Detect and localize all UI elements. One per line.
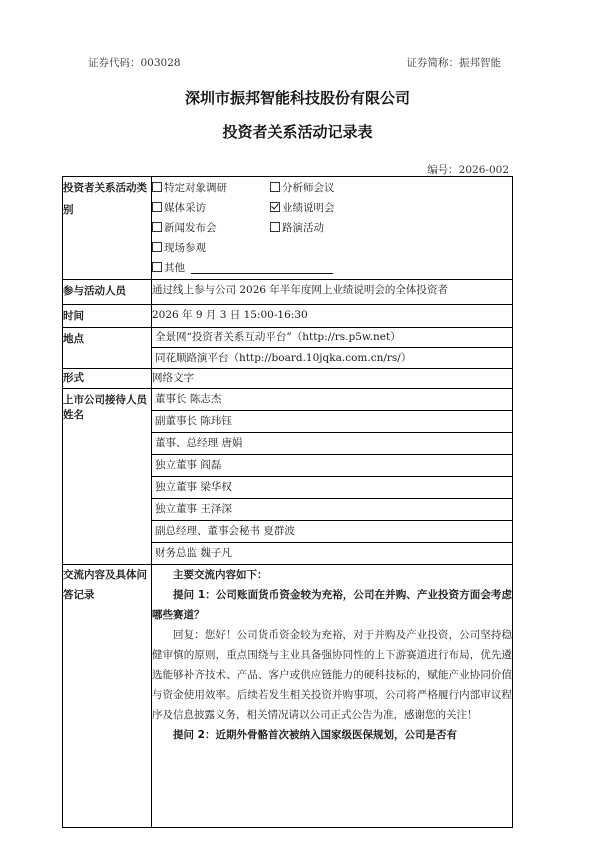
time-row (63, 305, 513, 328)
staff-item: 董事、总经理 唐娟 (152, 433, 512, 455)
qa-row (63, 565, 513, 828)
document-number: 编号：2026-002 (427, 164, 509, 176)
question-1: 提问 1：公司账面货币资金较为充裕，公司在并购、产业投资方面会考虑哪些赛道？ (152, 589, 512, 621)
category-row (63, 177, 513, 280)
option-roadshow[interactable]: 路演活动 (270, 222, 324, 234)
form-row (63, 369, 513, 389)
answer-1: 回复：您好！公司货币资金较为充裕，对于并购及产业投资，公司坚持稳健审慎的原则，重点围绕与主业具备强协同性的上下游赛道进行布局，优先遴选能够补齐技术、产品、客户或供应链能力的硬科技标的，赋能产业协同价值与资金使用效率。后续若发生相关投资并购事项，公司将严格履行内部审议程序及信息披露义务，相关情况请以公司正式公告为准，感谢您的关注！ (152, 629, 512, 721)
option-other[interactable]: 其他 (152, 262, 185, 274)
participants-row (63, 280, 513, 305)
option-analyst-meeting[interactable]: 分析师会议 (270, 182, 335, 194)
staff-item: 董事长 陈志杰 (152, 389, 512, 411)
option-media-interview[interactable]: 媒体采访 (152, 198, 270, 218)
staff-item: 副董事长 陈玮钰 (152, 411, 512, 433)
time-value: 2026 年 9 月 3 日 15:00-16:30 (152, 305, 513, 328)
qa-content (152, 565, 513, 828)
checkbox-icon[interactable] (152, 202, 162, 212)
staff-item: 独立董事 阎磊 (152, 455, 512, 477)
place-row (63, 328, 513, 369)
staff-label: 上市公司接待人员姓名 (63, 389, 152, 565)
other-blank-line (191, 261, 333, 274)
record-title: 投资者关系活动记录表 (222, 123, 373, 141)
qa-intro: 主要交流内容如下： (173, 569, 268, 581)
staff-item: 财务总监 魏子凡 (155, 547, 232, 559)
activity-record-table (62, 176, 513, 828)
staff-item: 独立董事 王泽深 (152, 499, 512, 521)
place-value (152, 328, 513, 369)
stock-code: 证券代码：003028 (88, 57, 181, 69)
checkbox-icon[interactable] (152, 242, 162, 252)
option-specific-research[interactable]: 特定对象调研 (152, 178, 270, 198)
stock-name: 证券简称：振邦智能 (406, 57, 501, 69)
staff-item: 独立董事 梁华权 (152, 477, 512, 499)
category-options (152, 177, 513, 280)
time-label: 时间 (63, 305, 152, 328)
staff-row (63, 389, 513, 565)
staff-list (152, 389, 513, 565)
qa-label: 交流内容及具体问答记录 (63, 565, 152, 828)
place-line-2: 同花顺路演平台（http://board.10jqka.com.cn/rs/） (155, 352, 412, 364)
checked-checkbox-icon[interactable] (270, 202, 280, 212)
checkbox-icon[interactable] (270, 182, 280, 192)
participants-label: 参与活动人员 (63, 280, 152, 305)
checkbox-icon[interactable] (152, 182, 162, 192)
form-label: 形式 (63, 369, 152, 389)
place-line-1: 全景网“投资者关系互动平台”（http://rs.p5w.net） (152, 328, 512, 348)
checkbox-icon[interactable] (270, 222, 280, 232)
form-value: 网络文字 (152, 369, 513, 389)
question-2: 提问 2：近期外骨骼首次被纳入国家级医保规划，公司是否有 (173, 729, 457, 741)
checkbox-icon[interactable] (152, 222, 162, 232)
place-label: 地点 (63, 328, 152, 369)
staff-item: 副总经理、董事会秘书 夏群波 (152, 521, 512, 543)
option-site-visit[interactable]: 现场参观 (152, 242, 206, 254)
participants-value: 通过线上参与公司 2026 年半年度网上业绩说明会的全体投资者 (152, 280, 513, 305)
category-label: 投资者关系活动类别 (63, 177, 152, 280)
company-title: 深圳市振邦智能科技股份有限公司 (184, 89, 410, 107)
option-press-conference[interactable]: 新闻发布会 (152, 218, 270, 238)
checkbox-icon[interactable] (152, 262, 162, 272)
option-earnings-call[interactable]: 业绩说明会 (270, 202, 335, 214)
